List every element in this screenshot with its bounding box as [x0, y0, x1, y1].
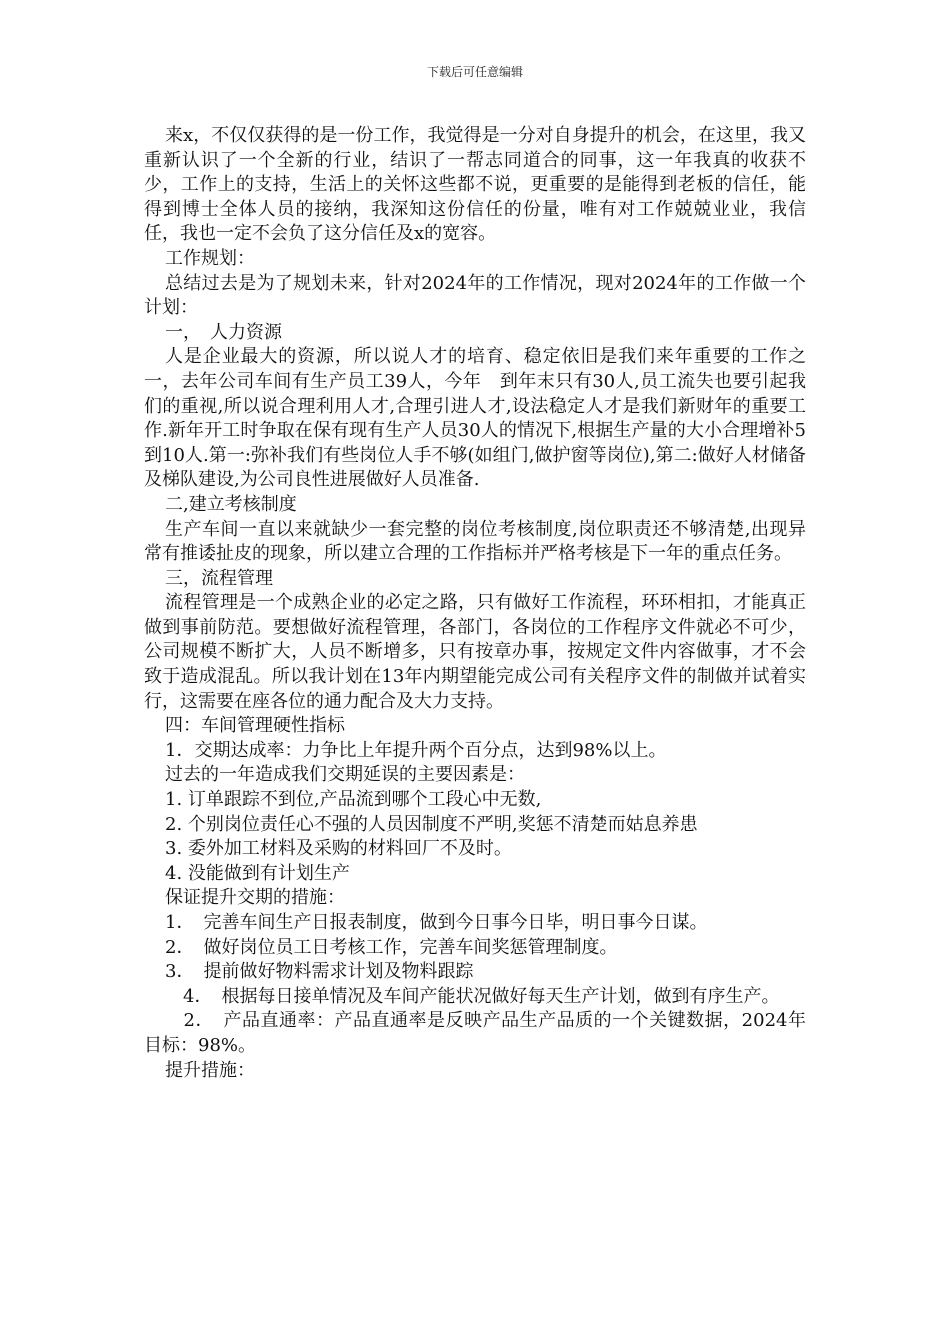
delay-causes-heading: 过去的一年造成我们交期延误的主要因素是： [165, 764, 525, 786]
section-heading-indicators: 四：车间管理硬性指标 [165, 715, 345, 737]
measure-item: 4． 根据每日接单情况及车间产能状况做好每天生产计划，做到有序生产。 [165, 985, 780, 1007]
assessment-paragraph: 生产车间一直以来就缺少一套完整的岗位考核制度,岗位职责还不够清楚,出现异常有推诿扯皮的现象，所以建立合理的工作指标并严格考核是下一年的重点任务。 [144, 518, 806, 565]
pass-rate-item: 2． 产品直通率：产品直通率是反映产品生产品质的一个关键数据，2024年目标：98%。 [144, 1010, 806, 1056]
measure-item: 1． 完善车间生产日报表制度，做到今日事今日毕，明日事今日谋。 [165, 912, 708, 933]
section-heading-process: 三，流程管理 [165, 567, 273, 589]
intro-paragraph: 来x，不仅仅获得的是一份工作，我觉得是一分对自身提升的机会，在这里，我又重新认识了一个全新的行业，结识了一帮志同道合的同事，这一年我真的收获不少，工作上的支持，生活上的关怀这些都不说，更重要的是能得到老板的信任，能得到博士全体人员的接纳，我深知这份信任的份量，唯有对工作兢兢业业，我信任，我也一定不会负了这分信任及x的宽容。 [144, 125, 806, 245]
section-heading-assessment: 二,建立考核制度 [165, 493, 297, 515]
delay-cause-item: 2. 个别岗位责任心不强的人员因制度不严明,奖惩不清楚而姑息养患 [165, 813, 698, 835]
delay-cause-item: 3. 委外加工材料及采购的材料回厂不及时。 [165, 838, 512, 860]
measures-heading: 保证提升交期的措施： [165, 887, 345, 909]
section-heading-work-plan: 工作规划： [165, 247, 255, 269]
improvement-heading: 提升措施： [165, 1059, 255, 1081]
delay-cause-item: 1. 订单跟踪不到位,产品流到哪个工段心中无数, [165, 789, 542, 811]
delivery-rate-item: 1．交期达成率：力争比上年提升两个百分点，达到98%以上。 [165, 739, 667, 761]
section-heading-human-resources: 一， 人力资源 [165, 321, 282, 343]
process-paragraph: 流程管理是一个成熟企业的必定之路，只有做好工作流程，环环相扣，才能真正做到事前防范。要想做好流程管理，各部门，各岗位的工作程序文件就必不可少，公司规模不断扩大，人员不断增多，只有按章办事，按规定文件内容做事，才不会致于造成混乱。所以我计划在13年内期望能完成公司有关程序文件的制做并试着实行，这需要在座各位的通力配合及大力支持。 [144, 592, 806, 712]
measure-item: 3． 提前做好物料需求计划及物料跟踪 [165, 961, 474, 983]
document-body [144, 124, 806, 1083]
measure-item: 2． 做好岗位员工日考核工作，完善车间奖惩管理制度。 [165, 936, 618, 958]
human-resources-paragraph: 人是企业最大的资源，所以说人才的培育、稳定依旧是我们来年重要的工作之一，去年公司车间有生产员工39人，今年 到年末只有30人,员工流失也要引起我们的重视,所以说合理利用人才,合理引进人才,设法稳定人才是我们新财年的重要工作.新年开工时争取在保有现有生产人员30人的情况下,根据生产量的大小合理增补5到10人.第一:弥补我们有些岗位人手不够(如组门,做护窗等岗位),第二:做好人材储备及梯队建设,为公司良性进展做好人员准备. [144, 346, 806, 491]
summary-paragraph: 总结过去是为了规划未来，针对2024年的工作情况，现对2024年的工作做一个计划： [144, 272, 806, 319]
delay-cause-item: 4. 没能做到有计划生产 [165, 862, 350, 884]
page-header: 下载后可任意编辑 [426, 65, 523, 79]
